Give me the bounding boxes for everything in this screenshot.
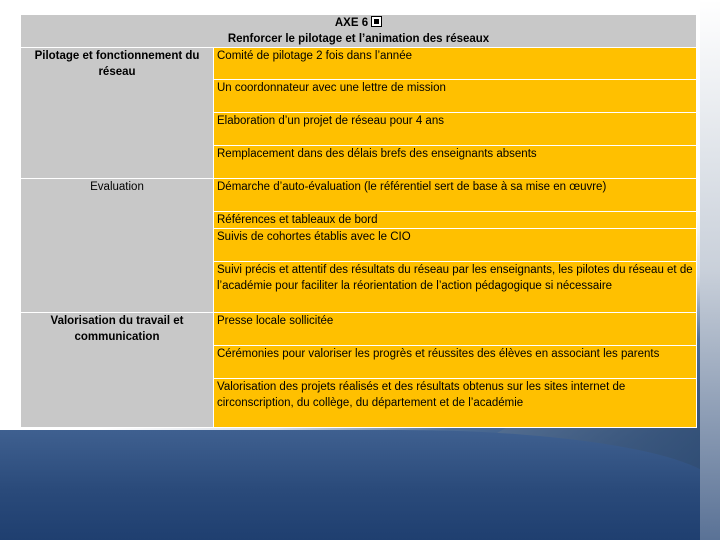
item-cell: Remplacement dans des délais brefs des enseignants absents <box>214 146 697 179</box>
axis-subtitle: Renforcer le pilotage et l’animation des réseaux <box>227 33 490 45</box>
axis-title-line <box>24 15 693 31</box>
item-cell: Suivis de cohortes établis avec le CIO <box>214 229 697 262</box>
item-cell: Valorisation des projets réalisés et des résultats obtenus sur les sites internet de circonscription, du collège, du département et de l’académie <box>214 379 697 428</box>
table-header <box>21 15 697 48</box>
table-row <box>21 179 697 212</box>
item-cell: Démarche d’auto-évaluation (le référentiel sert de base à sa mise en œuvre) <box>214 179 697 212</box>
category-valorisation: Valorisation du travail et communication <box>21 313 214 428</box>
item-cell: Comité de pilotage 2 fois dans l’année <box>214 48 697 80</box>
background-band <box>700 0 720 540</box>
axis-table <box>20 14 697 428</box>
item-cell: Presse locale sollicitée <box>214 313 697 346</box>
background-wave <box>0 430 720 540</box>
item-cell: Suivi précis et attentif des résultats du réseau par les enseignants, les pilotes du réseau et de l’académie pour faciliter la réorientation de l’action pédagogique si nécessaire <box>214 262 697 313</box>
category-evaluation: Evaluation <box>21 179 214 313</box>
square-bullet-icon <box>371 16 382 27</box>
item-cell: Un coordonnateur avec une lettre de mission <box>214 80 697 113</box>
table-row <box>21 48 697 80</box>
item-cell: Cérémonies pour valoriser les progrès et réussites des élèves en associant les parents <box>214 346 697 379</box>
item-cell: Elaboration d’un projet de réseau pour 4 ans <box>214 113 697 146</box>
category-pilotage: Pilotage et fonctionnement du réseau <box>21 48 214 179</box>
item-cell: Références et tableaux de bord <box>214 212 697 229</box>
table-row <box>21 313 697 346</box>
table-header-row <box>21 15 697 48</box>
axis-label: AXE 6 <box>334 17 369 29</box>
